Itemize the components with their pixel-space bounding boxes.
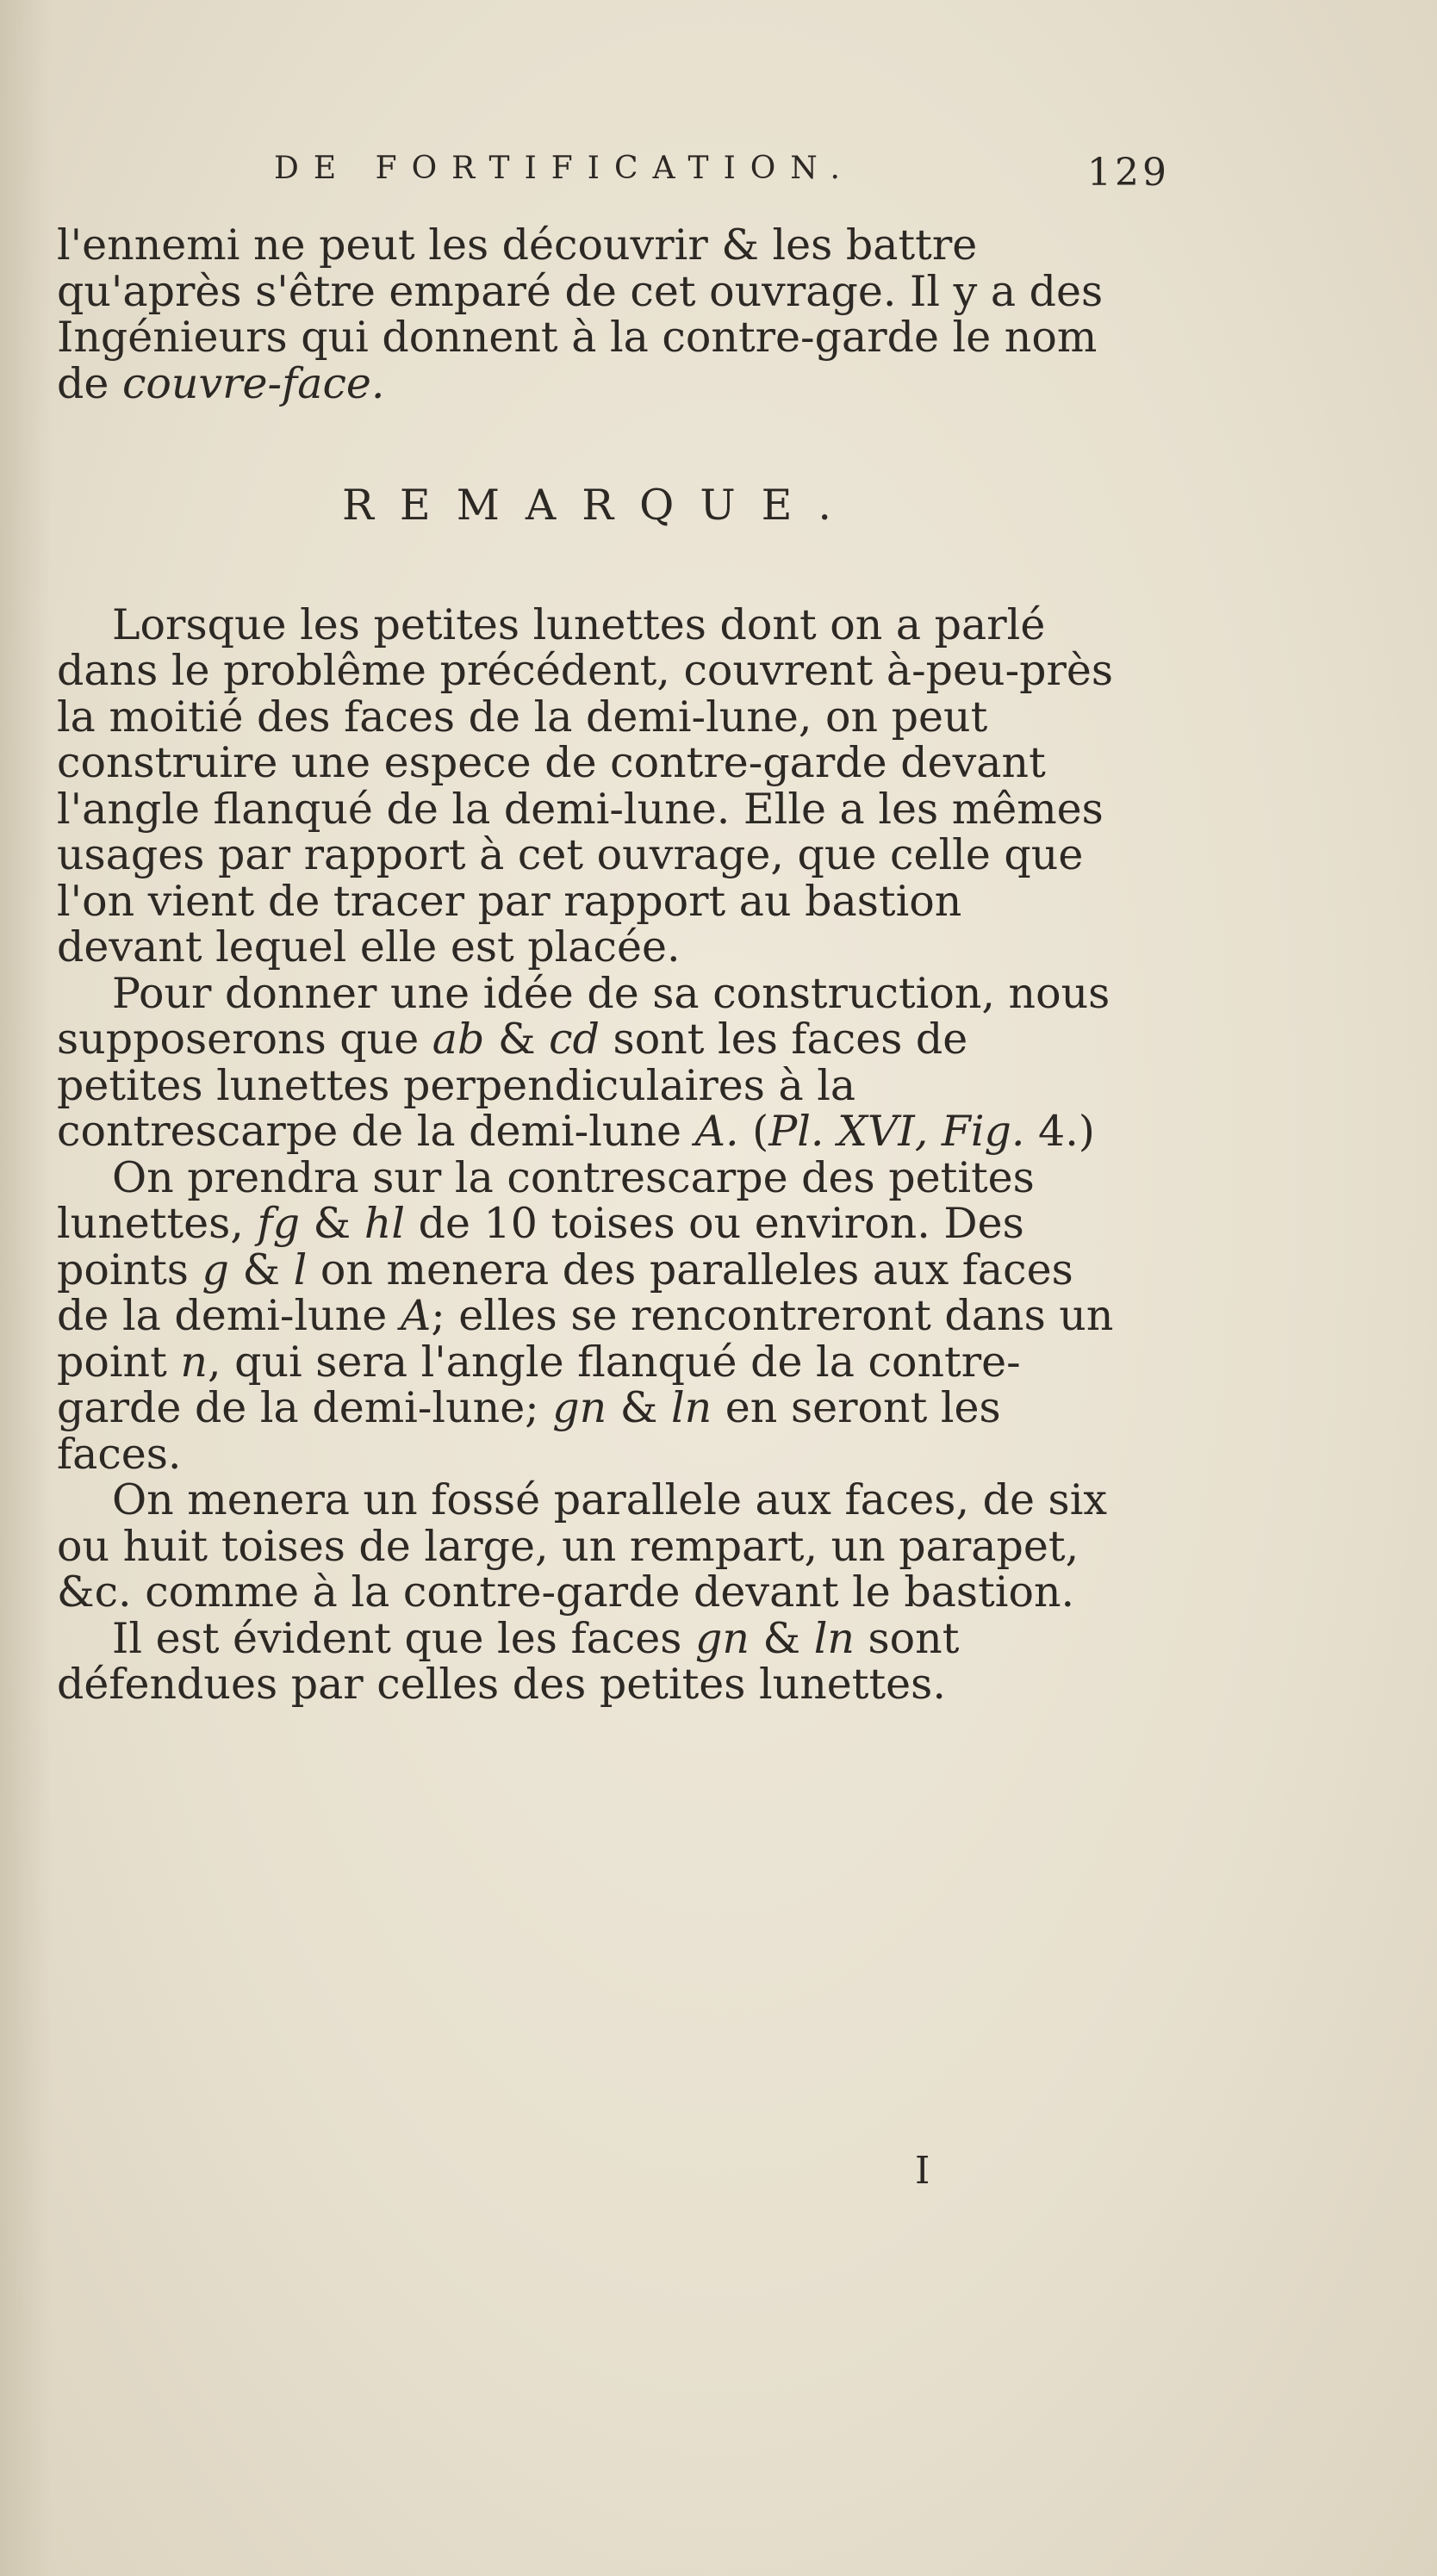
p3-text-4: & [228, 1245, 294, 1294]
paragraph-5 [57, 1613, 1117, 1709]
p2-text-5: 4.) [1024, 1107, 1095, 1156]
p3-var-gn: gn [552, 1383, 607, 1432]
p3-text-5: on menera des paralleles aux faces de la demi-lune [57, 1245, 1073, 1340]
p3-text-7: , qui sera l'angle flanqué de la contre-garde de la demi-lune; [57, 1337, 1021, 1432]
p3-var-ln: ln [671, 1383, 712, 1432]
p3-text-8: & [607, 1383, 671, 1432]
p3-var-fg: fg [257, 1199, 300, 1248]
p5-text-1: Il est évident que les faces [112, 1613, 695, 1663]
p3-text-1: On prendra sur la contrescarpe des petites lunettes, [57, 1152, 1035, 1248]
catchword: I [915, 2149, 930, 2193]
page-header [274, 151, 1170, 211]
p3-text-9: en seront les faces. [57, 1383, 1001, 1479]
paragraph-3 [57, 1152, 1117, 1479]
term-couvre-face: couvre-face. [121, 358, 385, 408]
section-title: REMARQUE. [342, 481, 857, 530]
continuation-text: l'ennemi ne peut les découvrir & les battre qu'après s'être emparé de cet ouvrage. Il y a des Ingénieurs qui donnent à la contre-garde le nom de [57, 220, 1104, 408]
p2-text-1: Pour donner une idée de sa construction, nous supposerons que [57, 968, 1110, 1064]
body-text [57, 222, 1117, 1708]
p3-text-6: ; elles se rencontreront dans un point [57, 1291, 1114, 1387]
p5-text-2: & [749, 1613, 814, 1663]
p3-var-n: n [180, 1337, 208, 1387]
page-number: 129 [1087, 151, 1170, 195]
p5-var-ln: ln [813, 1613, 855, 1663]
p3-text-3: de 10 toises ou environ. Des points [57, 1199, 1024, 1294]
p3-var-hl: hl [364, 1199, 405, 1248]
p2-var-A: A. [694, 1107, 739, 1156]
paragraph-1: Lorsque les petites lunettes dont on a parlé dans le problême précédent, couvrent à-peu-près la moitié des faces de la demi-lune, on peut construire une espece de contre-garde devant l'angle flanqué de la demi-lune. Elle a les mêmes usages par rapport à cet ouvrage, que celle que l'on vient de tracer par rapport au bastion devant lequel elle est placée. [57, 599, 1114, 971]
p3-var-l: l [293, 1245, 308, 1294]
p2-text-2: & [484, 1015, 550, 1064]
page-gutter-shadow [0, 0, 52, 2576]
p2-text-4: ( [738, 1107, 769, 1156]
p3-text-2: & [299, 1199, 364, 1248]
paragraph-4: On menera un fossé parallele aux faces, de six ou huit toises de large, un rempart, un parapet, &c. comme à la contre-garde devant le bastion. [57, 1475, 1107, 1617]
paragraph-2 [57, 968, 1117, 1156]
p3-var-A: A [400, 1291, 432, 1340]
p2-plate-ref: Pl. XVI, Fig. [768, 1107, 1025, 1156]
running-head: DE FORTIFICATION. [274, 151, 855, 186]
p5-text-3: sont défendues par celles des petites lunettes. [57, 1613, 960, 1709]
continuation-paragraph [57, 222, 1117, 407]
p2-var-ab: ab [432, 1015, 485, 1064]
p2-var-cd: cd [549, 1015, 600, 1064]
p2-text-3: sont les faces de petites lunettes perpendiculaires à la contrescarpe de la demi-lune [57, 1015, 968, 1156]
p5-var-gn: gn [694, 1613, 750, 1663]
p3-var-g: g [202, 1245, 229, 1294]
